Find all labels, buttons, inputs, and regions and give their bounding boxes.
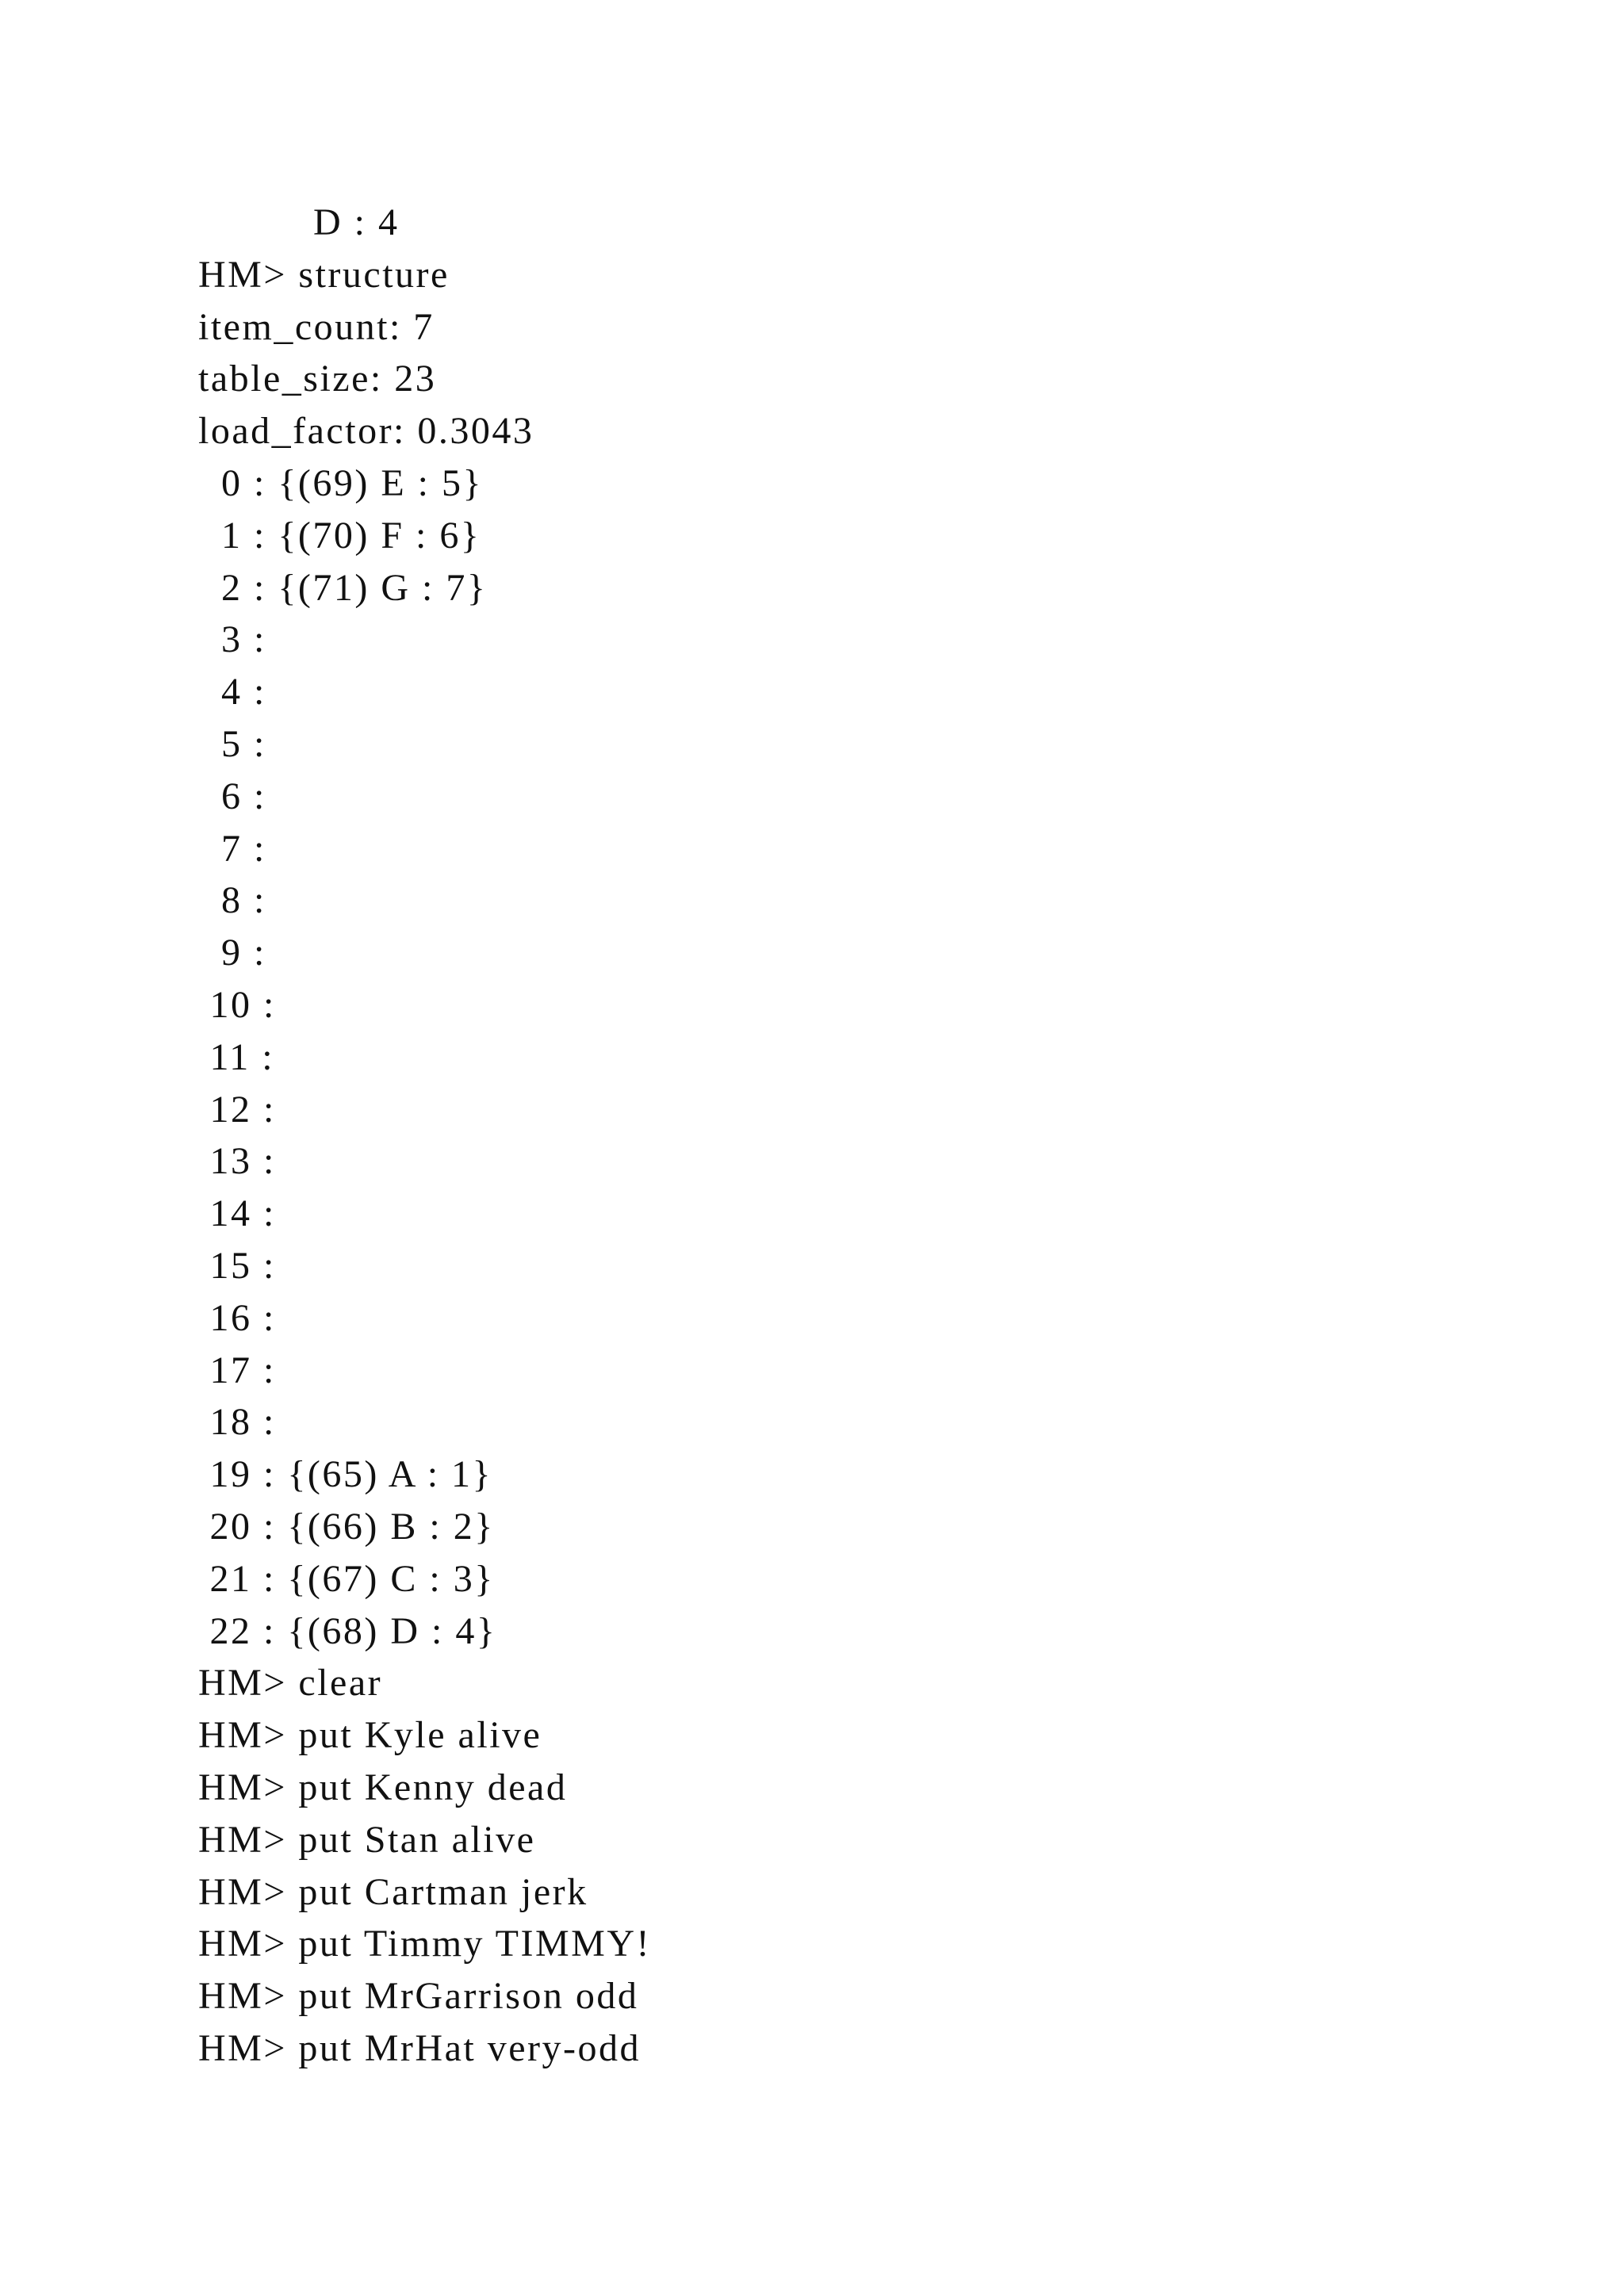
load-factor: load_factor: 0.3043 bbox=[198, 410, 534, 453]
prompt-put-stan: HM> put Stan alive bbox=[198, 1818, 536, 1861]
bucket-1: 1 : {(70) F : 6} bbox=[198, 514, 481, 557]
prompt-put-timmy: HM> put Timmy TIMMY! bbox=[198, 1923, 651, 1965]
bucket-0: 0 : {(69) E : 5} bbox=[198, 461, 484, 504]
bucket-10: 10 : bbox=[198, 983, 276, 1026]
bucket-21: 21 : {(67) C : 3} bbox=[198, 1557, 495, 1600]
prompt-put-cartman: HM> put Cartman jerk bbox=[198, 1870, 588, 1913]
prompt-structure: HM> structure bbox=[198, 253, 450, 296]
prompt-put-kyle: HM> put Kyle alive bbox=[198, 1714, 542, 1757]
bucket-13: 13 : bbox=[198, 1140, 276, 1183]
bucket-11: 11 : bbox=[198, 1035, 275, 1078]
bucket-6: 6 : bbox=[198, 775, 266, 817]
bucket-14: 14 : bbox=[198, 1192, 276, 1235]
bucket-17: 17 : bbox=[198, 1349, 276, 1391]
item-count: item_count: 7 bbox=[198, 305, 435, 348]
bucket-5: 5 : bbox=[198, 722, 266, 765]
bucket-2: 2 : {(71) G : 7} bbox=[198, 566, 488, 609]
prompt-put-mrhat: HM> put MrHat very-odd bbox=[198, 2026, 641, 2069]
prompt-put-kenny: HM> put Kenny dead bbox=[198, 1766, 568, 1808]
prompt-clear: HM> clear bbox=[198, 1662, 383, 1705]
prompt-put-mrgarrison: HM> put MrGarrison odd bbox=[198, 1975, 639, 2018]
bucket-19: 19 : {(65) A : 1} bbox=[198, 1453, 493, 1496]
bucket-9: 9 : bbox=[198, 932, 266, 974]
table-size: table_size: 23 bbox=[198, 358, 437, 400]
bucket-3: 3 : bbox=[198, 618, 266, 661]
bucket-20: 20 : {(66) B : 2} bbox=[198, 1505, 495, 1548]
bucket-7: 7 : bbox=[198, 827, 266, 870]
terminal-transcript bbox=[198, 197, 1546, 2075]
bucket-15: 15 : bbox=[198, 1244, 276, 1287]
bucket-8: 8 : bbox=[198, 879, 266, 922]
bucket-12: 12 : bbox=[198, 1088, 276, 1131]
bucket-16: 16 : bbox=[198, 1296, 276, 1339]
line-d-value: D : 4 bbox=[198, 201, 400, 243]
bucket-22: 22 : {(68) D : 4} bbox=[198, 1609, 497, 1652]
bucket-18: 18 : bbox=[198, 1401, 276, 1444]
bucket-4: 4 : bbox=[198, 671, 266, 714]
